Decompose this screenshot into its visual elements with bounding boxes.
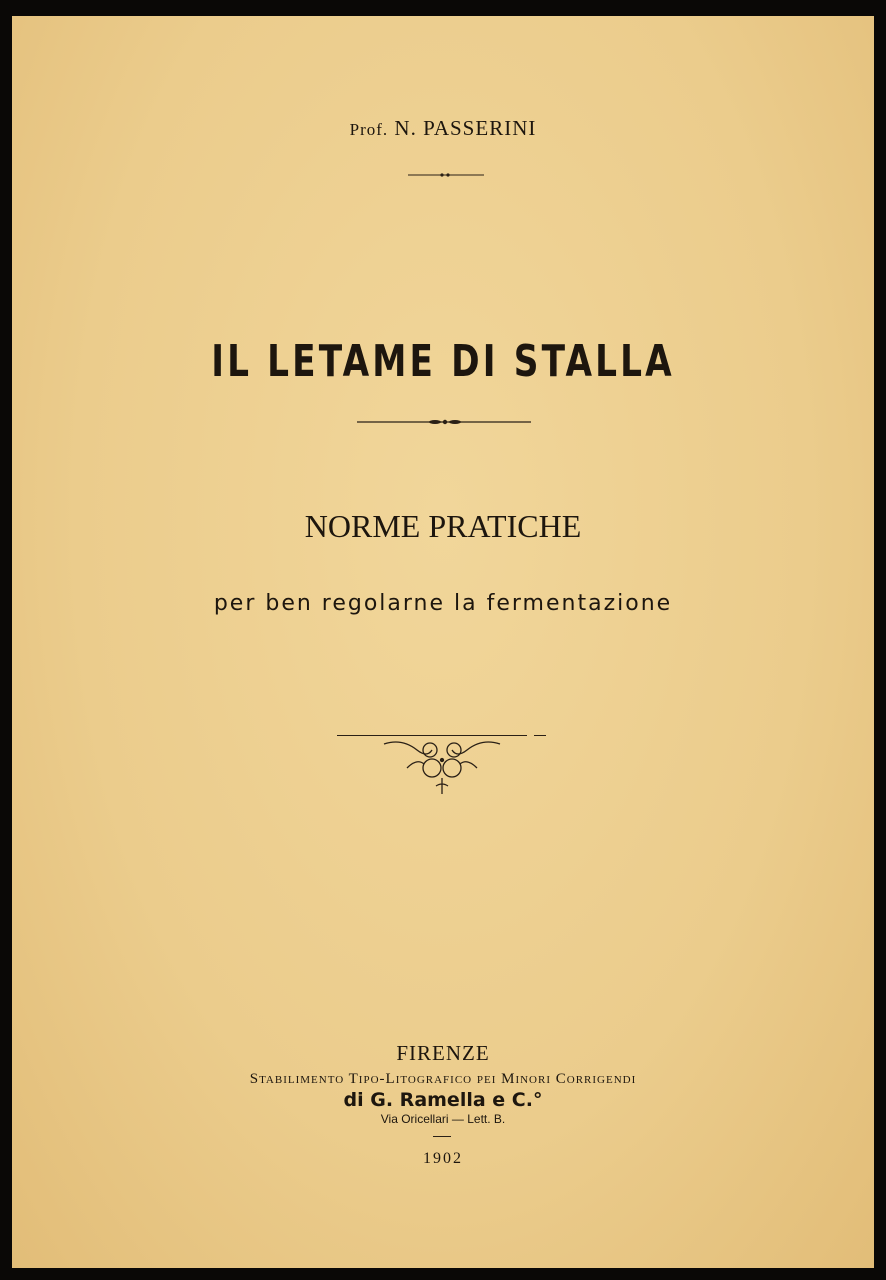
book-cover <box>12 16 874 1268</box>
floral-ornament <box>382 738 502 798</box>
imprint-publisher: di G. Ramella e C.° <box>343 1089 543 1111</box>
divider-rule <box>337 735 527 736</box>
subtitle: NORME PRATICHE <box>304 508 582 544</box>
divider-rule-short <box>534 735 546 736</box>
author-ornament-rule <box>408 171 484 179</box>
author-name: N. PASSERINI <box>394 116 537 140</box>
author <box>12 116 874 141</box>
imprint-rule <box>433 1136 451 1137</box>
imprint-year: 1902 <box>423 1150 463 1167</box>
imprint-city: FIRENZE <box>396 1041 490 1065</box>
book-title: IL LETAME DI STALLA <box>211 336 675 387</box>
imprint-address: Via Oricellari — Lett. B. <box>380 1112 506 1126</box>
title-ornament-rule <box>357 417 531 427</box>
author-prefix: Prof. <box>349 120 389 139</box>
imprint-establishment: Stabilimento Tipo-Litografico pei Minori Corrigendi <box>249 1071 637 1087</box>
subtitle-line-2: per ben regolarne la fermentazione <box>213 591 673 616</box>
